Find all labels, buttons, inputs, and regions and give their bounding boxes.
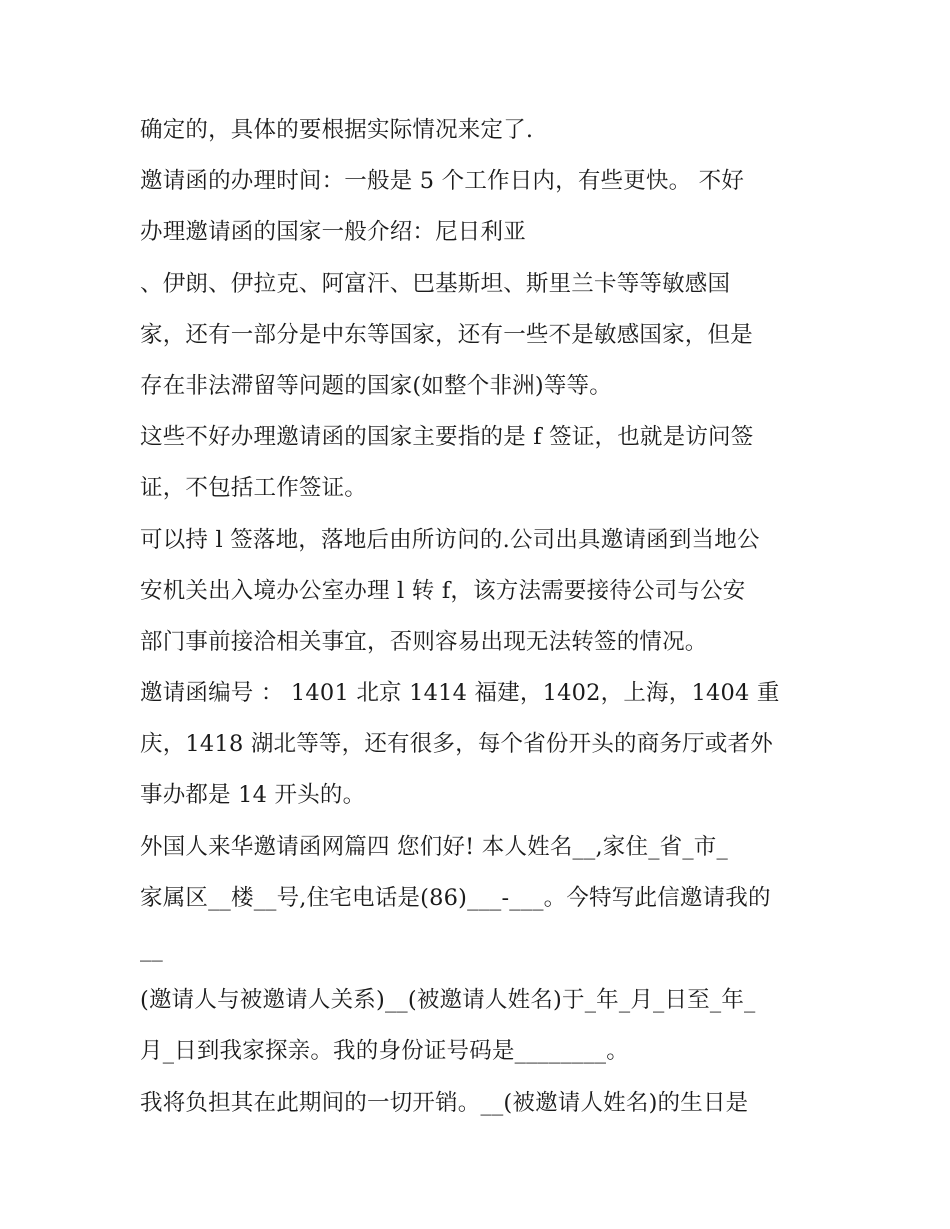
- text-line: 邀请函的办理时间：一般是 5 个工作日内，有些更快。 不好: [140, 168, 745, 195]
- text-line: 部门事前接洽相关事宜，否则容易出现无法转签的情况。: [140, 628, 708, 655]
- text-line: (邀请人与被邀请人关系)__(被邀请人姓名)于_年_月_日至_年_: [140, 987, 756, 1014]
- text-line: 办理邀请函的国家一般介绍：尼日利亚: [140, 219, 526, 246]
- text-line: 我将负担其在此期间的一切开销。__(被邀请人姓名)的生日是: [140, 1089, 749, 1116]
- text-line: 家属区__楼__号,住宅电话是(86)___-___。今特写此信邀请我的: [140, 884, 771, 911]
- text-line: 邀请函编号 ： 1401 北京 1414 福建，1402，上海，1404 重: [140, 680, 780, 707]
- text-line: 安机关出入境办公室办理 l 转 f，该方法需要接待公司与公安: [140, 577, 746, 604]
- text-line: 家，还有一部分是中东等国家，还有一些不是敏感国家，但是: [140, 321, 753, 348]
- text-line: 存在非法滞留等问题的国家(如整个非洲)等等。: [140, 372, 612, 399]
- text-line: 确定的，具体的要根据实际情况来定了.: [140, 117, 534, 143]
- text-line: 外国人来华邀请函网篇四 您们好! 本人姓名__,家住_省_市_: [140, 833, 728, 860]
- text-line: 证，不包括工作签证。: [140, 475, 368, 502]
- document-body: [140, 105, 830, 1129]
- text-line: 事办都是 14 开头的。: [140, 782, 366, 809]
- text-line: 月_日到我家探亲。我的身份证号码是________。: [140, 1038, 629, 1065]
- text-line: 可以持 l 签落地，落地后由所访问的.公司出具邀请函到当地公: [140, 526, 760, 553]
- text-line: __: [140, 936, 163, 962]
- text-line: 、伊朗、伊拉克、阿富汗、巴基斯坦、斯里兰卡等等敏感国: [140, 270, 731, 297]
- text-line: 庆，1418 湖北等等，还有很多，每个省份开头的商务厅或者外: [140, 731, 773, 758]
- text-line: 这些不好办理邀请函的国家主要指的是 f 签证，也就是访问签: [140, 424, 754, 451]
